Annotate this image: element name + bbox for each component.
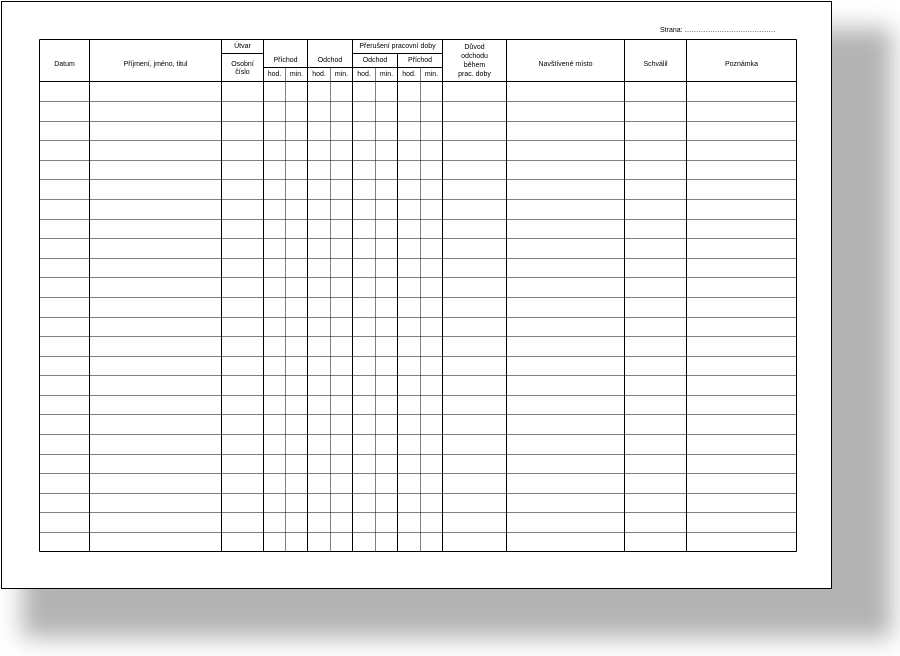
- header-datum: Datum: [54, 61, 75, 68]
- header-preruseni-odchod: Odchod: [362, 57, 388, 64]
- header-odchod-min: min.: [334, 71, 349, 78]
- header-odchod-hod: hod.: [312, 71, 326, 78]
- header-prichod-hod: hod.: [267, 71, 282, 78]
- header-name: Příjmení, jméno, titul: [123, 61, 188, 68]
- header-preruseni: Přerušení pracovní doby: [359, 43, 436, 50]
- header-preruseni-prichod-hod: hod.: [402, 71, 416, 78]
- header-duvod-1: Důvod: [464, 44, 485, 51]
- header-odchod: Odchod: [317, 57, 343, 64]
- header-preruseni-prichod-min: min.: [424, 71, 439, 78]
- header-utvar: Útvar: [234, 43, 251, 50]
- header-duvod-3: během: [463, 62, 486, 69]
- header-schvalil: Schválil: [643, 61, 668, 68]
- header-duvod-2: odchodu: [461, 53, 488, 60]
- page-number-line: …………………………………: [684, 27, 776, 34]
- header-poznamka: Poznámka: [724, 61, 759, 68]
- header-osobni: Osobní: [231, 61, 254, 68]
- header-prichod-min: min.: [289, 71, 304, 78]
- header-preruseni-prichod: Příchod: [407, 57, 433, 64]
- page-number-label: Strana:: [660, 27, 683, 34]
- header-cislo: číslo: [235, 69, 250, 76]
- header-preruseni-odchod-hod: hod.: [357, 71, 371, 78]
- header-duvod-4: prac. doby: [458, 71, 491, 78]
- header-preruseni-odchod-min: min.: [379, 71, 394, 78]
- header-misto: Navštívené místo: [538, 61, 593, 68]
- header-prichod: Příchod: [273, 57, 298, 64]
